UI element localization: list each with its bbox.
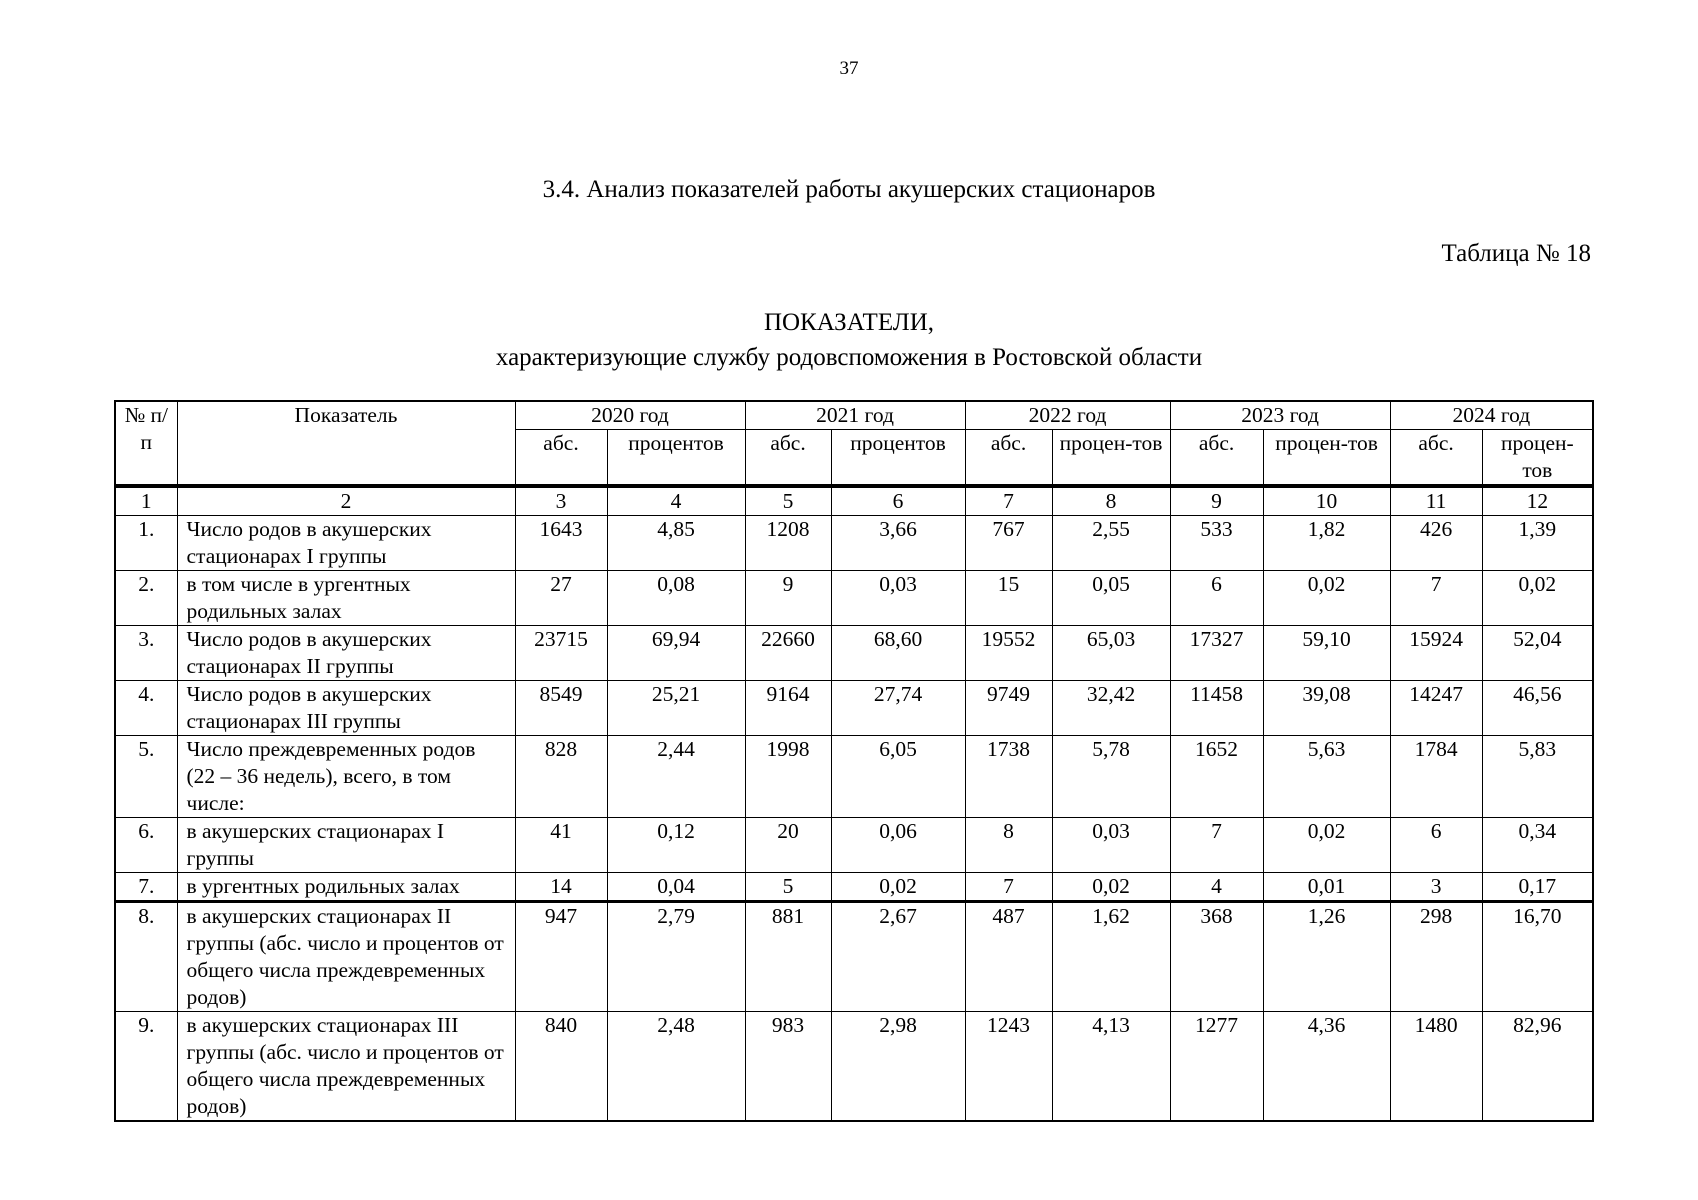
abs-value: 487 [965,902,1052,1012]
pct-value: 68,60 [831,626,965,681]
pct-value: 0,02 [831,873,965,902]
pct-value: 3,66 [831,516,965,571]
pct-value: 39,08 [1263,681,1390,736]
header-year: 2024 год [1390,401,1593,430]
header-num-label: № п/п [124,403,168,454]
header-pct: процен-тов [1052,430,1170,487]
header-year: 2021 год [745,401,965,430]
abs-value: 1208 [745,516,831,571]
header-pct: процентов [831,430,965,487]
abs-value: 19552 [965,626,1052,681]
abs-value: 1998 [745,736,831,818]
header-pct: процентов [607,430,745,487]
abs-value: 17327 [1170,626,1263,681]
header-indicator: Показатель [177,401,515,486]
abs-value: 11458 [1170,681,1263,736]
pct-value: 1,26 [1263,902,1390,1012]
abs-value: 7 [1390,571,1482,626]
pct-value: 65,03 [1052,626,1170,681]
abs-value: 1738 [965,736,1052,818]
column-number-row [115,486,1593,516]
column-number-cell: 6 [831,486,965,516]
pct-value: 4,13 [1052,1012,1170,1122]
indicator-name: в акушерских стационарах II группы (абс. число и процентов от общего числа преждевременных родов) [177,902,515,1012]
column-number-cell: 2 [177,486,515,516]
abs-value: 1784 [1390,736,1482,818]
pct-value: 2,98 [831,1012,965,1122]
header-year: 2022 год [965,401,1170,430]
abs-value: 8 [965,818,1052,873]
abs-value: 9164 [745,681,831,736]
abs-value: 6 [1390,818,1482,873]
pct-value: 2,48 [607,1012,745,1122]
pct-value: 0,02 [1263,571,1390,626]
header-abs: абс. [745,430,831,487]
table-caption [0,305,1698,375]
abs-value: 8549 [515,681,607,736]
header-pct: процен-тов [1263,430,1390,487]
indicator-name: Число родов в акушерских стационарах II группы [177,626,515,681]
pct-value: 0,03 [1052,818,1170,873]
column-number-cell: 11 [1390,486,1482,516]
pct-value: 5,83 [1482,736,1593,818]
abs-value: 14 [515,873,607,902]
pct-value: 1,82 [1263,516,1390,571]
indicator-name: в акушерских стационарах III группы (абс. число и процентов от общего числа преждевременных родов) [177,1012,515,1122]
row-number: 9. [115,1012,177,1122]
pct-value: 82,96 [1482,1012,1593,1122]
column-number-cell: 9 [1170,486,1263,516]
abs-value: 9 [745,571,831,626]
pct-value: 52,04 [1482,626,1593,681]
indicators-table [114,400,1594,1122]
pct-value: 0,08 [607,571,745,626]
abs-value: 426 [1390,516,1482,571]
abs-value: 1643 [515,516,607,571]
abs-value: 15924 [1390,626,1482,681]
abs-value: 828 [515,736,607,818]
table-row [115,818,1593,873]
indicator-name: Число родов в акушерских стационарах I группы [177,516,515,571]
pct-value: 5,78 [1052,736,1170,818]
abs-value: 840 [515,1012,607,1122]
table-row [115,571,1593,626]
table-row [115,1012,1593,1122]
column-number-cell: 8 [1052,486,1170,516]
pct-value: 0,17 [1482,873,1593,902]
abs-value: 1652 [1170,736,1263,818]
row-number: 6. [115,818,177,873]
abs-value: 7 [965,873,1052,902]
table-row [115,626,1593,681]
column-number-cell: 10 [1263,486,1390,516]
abs-value: 1277 [1170,1012,1263,1122]
pct-value: 46,56 [1482,681,1593,736]
table-label: Таблица № 18 [1441,240,1591,267]
abs-value: 7 [1170,818,1263,873]
abs-value: 6 [1170,571,1263,626]
header-abs: абс. [1170,430,1263,487]
row-number: 8. [115,902,177,1012]
abs-value: 881 [745,902,831,1012]
pct-value: 16,70 [1482,902,1593,1012]
pct-value: 0,02 [1052,873,1170,902]
row-number: 7. [115,873,177,902]
column-number-cell: 3 [515,486,607,516]
page-number: 37 [839,58,859,79]
abs-value: 368 [1170,902,1263,1012]
column-number-cell: 7 [965,486,1052,516]
header-abs: абс. [965,430,1052,487]
abs-value: 9749 [965,681,1052,736]
pct-value: 6,05 [831,736,965,818]
abs-value: 5 [745,873,831,902]
abs-value: 22660 [745,626,831,681]
row-number: 4. [115,681,177,736]
caption-title: ПОКАЗАТЕЛИ, [763,309,935,336]
header-num [115,401,177,486]
abs-value: 27 [515,571,607,626]
header-row-years [115,401,1593,430]
abs-value: 533 [1170,516,1263,571]
abs-value: 947 [515,902,607,1012]
pct-value: 0,02 [1482,571,1593,626]
pct-value: 0,12 [607,818,745,873]
abs-value: 23715 [515,626,607,681]
indicator-name: Число родов в акушерских стационарах III группы [177,681,515,736]
pct-value: 0,04 [607,873,745,902]
pct-value: 69,94 [607,626,745,681]
abs-value: 4 [1170,873,1263,902]
header-abs: абс. [1390,430,1482,487]
abs-value: 298 [1390,902,1482,1012]
pct-value: 59,10 [1263,626,1390,681]
header-year: 2023 год [1170,401,1390,430]
column-number-cell: 1 [115,486,177,516]
section-title: 3.4. Анализ показателей работы акушерских стационаров [542,176,1156,203]
pct-value: 2,67 [831,902,965,1012]
pct-value: 2,55 [1052,516,1170,571]
abs-value: 983 [745,1012,831,1122]
pct-value: 27,74 [831,681,965,736]
caption-subtitle: характеризующие службу родовспоможения в Ростовской области [495,344,1203,371]
abs-value: 767 [965,516,1052,571]
pct-value: 0,03 [831,571,965,626]
pct-value: 0,05 [1052,571,1170,626]
column-number-cell: 12 [1482,486,1593,516]
table-row [115,873,1593,902]
indicator-name: Число преждевременных родов (22 – 36 недель), всего, в том числе: [177,736,515,818]
table-row [115,516,1593,571]
abs-value: 14247 [1390,681,1482,736]
pct-value: 2,44 [607,736,745,818]
header-year: 2020 год [515,401,745,430]
abs-value: 20 [745,818,831,873]
indicator-name: в ургентных родильных залах [177,873,515,902]
row-number: 5. [115,736,177,818]
table-row [115,736,1593,818]
pct-value: 0,02 [1263,818,1390,873]
pct-value: 0,34 [1482,818,1593,873]
pct-value: 2,79 [607,902,745,1012]
abs-value: 41 [515,818,607,873]
pct-value: 0,01 [1263,873,1390,902]
row-number: 2. [115,571,177,626]
abs-value: 1480 [1390,1012,1482,1122]
header-abs: абс. [515,430,607,487]
abs-value: 1243 [965,1012,1052,1122]
pct-value: 1,39 [1482,516,1593,571]
row-number: 3. [115,626,177,681]
row-number: 1. [115,516,177,571]
pct-value: 1,62 [1052,902,1170,1012]
column-number-cell: 5 [745,486,831,516]
abs-value: 3 [1390,873,1482,902]
pct-value: 0,06 [831,818,965,873]
pct-value: 5,63 [1263,736,1390,818]
header-pct: процен-тов [1482,430,1593,487]
indicator-name: в акушерских стационарах I группы [177,818,515,873]
abs-value: 15 [965,571,1052,626]
table-row [115,681,1593,736]
pct-value: 4,36 [1263,1012,1390,1122]
column-number-cell: 4 [607,486,745,516]
pct-value: 25,21 [607,681,745,736]
indicator-name: в том числе в ургентных родильных залах [177,571,515,626]
table-row [115,902,1593,1012]
pct-value: 4,85 [607,516,745,571]
pct-value: 32,42 [1052,681,1170,736]
